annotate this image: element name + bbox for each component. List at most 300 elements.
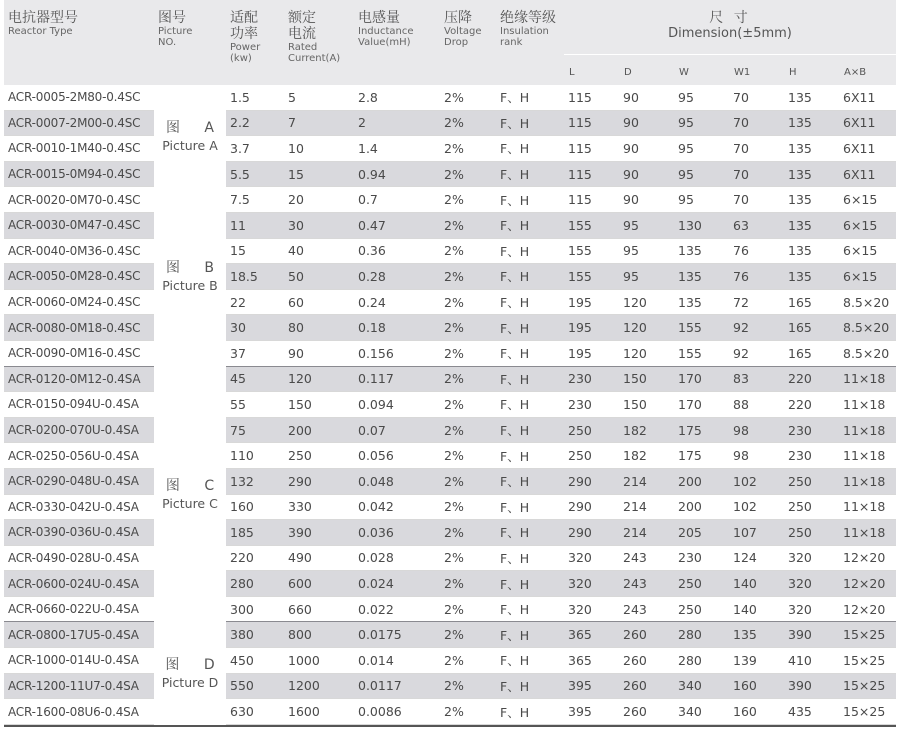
cell-rated-current: 40 xyxy=(284,238,354,264)
cell-dim-d: 120 xyxy=(619,340,674,366)
cell-dim-h: 165 xyxy=(784,315,839,341)
picture-group-label xyxy=(154,366,226,622)
reactor-spec-table-container xyxy=(4,0,896,727)
cell-voltage-drop: 2% xyxy=(440,545,496,571)
cell-dim-w: 130 xyxy=(674,212,729,238)
cell-rated-current: 200 xyxy=(284,417,354,443)
cell-insulation: F、H xyxy=(496,161,564,187)
cell-dim-axb: 6×15 xyxy=(839,212,896,238)
cell-dim-h: 135 xyxy=(784,136,839,162)
cell-dim-d: 95 xyxy=(619,212,674,238)
header-power-en2: (kw) xyxy=(230,53,252,64)
cell-dim-w: 95 xyxy=(674,161,729,187)
header-dim-h: H xyxy=(784,55,839,86)
cell-dim-axb: 12×20 xyxy=(839,545,896,571)
cell-dim-h: 390 xyxy=(784,622,839,648)
cell-dim-d: 260 xyxy=(619,673,674,699)
cell-dim-l: 115 xyxy=(564,161,619,187)
cell-dim-axb: 8.5×20 xyxy=(839,315,896,341)
cell-dim-l: 320 xyxy=(564,596,619,622)
table-row xyxy=(4,315,896,341)
cell-dim-w: 135 xyxy=(674,238,729,264)
cell-dim-h: 435 xyxy=(784,699,839,725)
cell-power: 22 xyxy=(226,289,284,315)
cell-voltage-drop: 2% xyxy=(440,648,496,674)
header-insulation xyxy=(496,0,564,85)
cell-power: 3.7 xyxy=(226,136,284,162)
cell-rated-current: 10 xyxy=(284,136,354,162)
cell-dim-w1: 139 xyxy=(729,648,784,674)
cell-dim-w: 155 xyxy=(674,340,729,366)
cell-rated-current: 290 xyxy=(284,468,354,494)
cell-reactor-type: ACR-0290-048U-0.4SA xyxy=(4,468,154,494)
cell-dim-w: 135 xyxy=(674,264,729,290)
cell-dim-d: 243 xyxy=(619,545,674,571)
cell-inductance: 0.18 xyxy=(354,315,440,341)
cell-dim-h: 135 xyxy=(784,187,839,213)
cell-insulation: F、H xyxy=(496,648,564,674)
cell-inductance: 0.0175 xyxy=(354,622,440,648)
cell-insulation: F、H xyxy=(496,596,564,622)
table-row xyxy=(4,392,896,418)
header-rated-current xyxy=(284,0,354,85)
cell-dim-l: 230 xyxy=(564,392,619,418)
cell-dim-l: 155 xyxy=(564,238,619,264)
picture-group-en: Picture D xyxy=(161,675,219,691)
cell-dim-d: 90 xyxy=(619,110,674,136)
cell-insulation: F、H xyxy=(496,85,564,110)
cell-inductance: 0.022 xyxy=(354,596,440,622)
cell-power: 18.5 xyxy=(226,264,284,290)
cell-dim-w1: 102 xyxy=(729,494,784,520)
cell-insulation: F、H xyxy=(496,289,564,315)
cell-dim-axb: 8.5×20 xyxy=(839,340,896,366)
header-voltage-drop-cn: 压降 xyxy=(444,10,472,26)
cell-reactor-type: ACR-1200-11U7-0.4SA xyxy=(4,673,154,699)
cell-dim-d: 90 xyxy=(619,187,674,213)
cell-reactor-type: ACR-0150-094U-0.4SA xyxy=(4,392,154,418)
cell-dim-w1: 160 xyxy=(729,699,784,725)
cell-voltage-drop: 2% xyxy=(440,417,496,443)
header-dimension-cn: 尺 寸 xyxy=(709,10,751,26)
header-picture-no xyxy=(154,0,226,85)
cell-voltage-drop: 2% xyxy=(440,315,496,341)
cell-dim-axb: 15×25 xyxy=(839,699,896,725)
cell-power: 7.5 xyxy=(226,187,284,213)
cell-dim-w: 280 xyxy=(674,622,729,648)
cell-dim-axb: 11×18 xyxy=(839,443,896,469)
cell-power: 550 xyxy=(226,673,284,699)
cell-dim-d: 120 xyxy=(619,315,674,341)
cell-voltage-drop: 2% xyxy=(440,699,496,725)
cell-dim-h: 320 xyxy=(784,596,839,622)
cell-voltage-drop: 2% xyxy=(440,187,496,213)
cell-rated-current: 30 xyxy=(284,212,354,238)
cell-dim-w: 200 xyxy=(674,468,729,494)
cell-dim-h: 320 xyxy=(784,545,839,571)
table-row xyxy=(4,545,896,571)
table-row xyxy=(4,468,896,494)
header-power xyxy=(226,0,284,85)
cell-dim-w1: 140 xyxy=(729,596,784,622)
cell-dim-d: 214 xyxy=(619,468,674,494)
cell-dim-h: 250 xyxy=(784,520,839,546)
cell-dim-l: 395 xyxy=(564,699,619,725)
cell-voltage-drop: 2% xyxy=(440,571,496,597)
cell-dim-axb: 11×18 xyxy=(839,494,896,520)
cell-dim-l: 195 xyxy=(564,340,619,366)
cell-insulation: F、H xyxy=(496,622,564,648)
cell-dim-w1: 70 xyxy=(729,110,784,136)
header-dim-w: W xyxy=(674,55,729,86)
cell-dim-w1: 88 xyxy=(729,392,784,418)
cell-dim-l: 195 xyxy=(564,289,619,315)
header-picture-en1: Picture xyxy=(158,26,193,37)
cell-dim-w: 95 xyxy=(674,110,729,136)
cell-power: 220 xyxy=(226,545,284,571)
cell-inductance: 0.028 xyxy=(354,545,440,571)
cell-dim-w: 135 xyxy=(674,289,729,315)
cell-rated-current: 60 xyxy=(284,289,354,315)
header-insulation-en1: Insulation xyxy=(500,26,549,37)
picture-group-label xyxy=(154,187,226,366)
cell-voltage-drop: 2% xyxy=(440,468,496,494)
cell-dim-h: 135 xyxy=(784,85,839,110)
cell-reactor-type: ACR-0080-0M18-0.4SC xyxy=(4,315,154,341)
cell-reactor-type: ACR-0007-2M00-0.4SC xyxy=(4,110,154,136)
cell-voltage-drop: 2% xyxy=(440,340,496,366)
cell-reactor-type: ACR-1600-08U6-0.4SA xyxy=(4,699,154,725)
table-row xyxy=(4,622,896,648)
header-current-cn1: 额定 xyxy=(288,10,316,26)
cell-dim-l: 395 xyxy=(564,673,619,699)
cell-dim-h: 165 xyxy=(784,289,839,315)
cell-reactor-type: ACR-0020-0M70-0.4SC xyxy=(4,187,154,213)
table-row xyxy=(4,571,896,597)
header-reactor-type-cn: 电抗器型号 xyxy=(8,10,78,26)
cell-dim-w: 205 xyxy=(674,520,729,546)
cell-dim-w1: 70 xyxy=(729,187,784,213)
table-header xyxy=(4,0,896,85)
cell-reactor-type: ACR-0200-070U-0.4SA xyxy=(4,417,154,443)
table-row xyxy=(4,673,896,699)
cell-dim-h: 135 xyxy=(784,238,839,264)
header-dim-l: L xyxy=(564,55,619,86)
header-dim-d: D xyxy=(619,55,674,86)
cell-voltage-drop: 2% xyxy=(440,622,496,648)
cell-voltage-drop: 2% xyxy=(440,366,496,392)
cell-dim-d: 150 xyxy=(619,366,674,392)
header-current-en2: Current(A) xyxy=(288,53,341,64)
cell-dim-h: 135 xyxy=(784,212,839,238)
cell-dim-w1: 76 xyxy=(729,238,784,264)
cell-dim-l: 250 xyxy=(564,443,619,469)
cell-voltage-drop: 2% xyxy=(440,596,496,622)
header-inductance-en2: Value(mH) xyxy=(358,37,411,48)
cell-dim-l: 155 xyxy=(564,212,619,238)
cell-dim-w: 95 xyxy=(674,136,729,162)
cell-dim-w: 280 xyxy=(674,648,729,674)
cell-insulation: F、H xyxy=(496,315,564,341)
cell-rated-current: 7 xyxy=(284,110,354,136)
cell-power: 110 xyxy=(226,443,284,469)
cell-reactor-type: ACR-0050-0M28-0.4SC xyxy=(4,264,154,290)
cell-dim-w1: 124 xyxy=(729,545,784,571)
cell-dim-w1: 70 xyxy=(729,161,784,187)
table-row xyxy=(4,340,896,366)
cell-insulation: F、H xyxy=(496,187,564,213)
cell-dim-w: 340 xyxy=(674,699,729,725)
cell-power: 2.2 xyxy=(226,110,284,136)
cell-dim-axb: 11×18 xyxy=(839,417,896,443)
header-inductance-cn: 电感量 xyxy=(358,10,400,26)
cell-voltage-drop: 2% xyxy=(440,289,496,315)
cell-dim-d: 182 xyxy=(619,417,674,443)
cell-power: 1.5 xyxy=(226,85,284,110)
cell-inductance: 2 xyxy=(354,110,440,136)
cell-dim-d: 120 xyxy=(619,289,674,315)
cell-insulation: F、H xyxy=(496,340,564,366)
cell-power: 75 xyxy=(226,417,284,443)
cell-dim-l: 250 xyxy=(564,417,619,443)
cell-inductance: 0.36 xyxy=(354,238,440,264)
picture-group-cn: 图 C xyxy=(165,478,225,494)
cell-rated-current: 20 xyxy=(284,187,354,213)
header-inductance xyxy=(354,0,440,85)
cell-power: 280 xyxy=(226,571,284,597)
cell-reactor-type: ACR-0120-0M12-0.4SA xyxy=(4,366,154,392)
cell-dim-l: 115 xyxy=(564,110,619,136)
cell-dim-axb: 12×20 xyxy=(839,571,896,597)
header-voltage-drop-en2: Drop xyxy=(444,37,469,48)
cell-power: 5.5 xyxy=(226,161,284,187)
cell-dim-w: 95 xyxy=(674,85,729,110)
cell-reactor-type: ACR-0030-0M47-0.4SC xyxy=(4,212,154,238)
table-row xyxy=(4,85,896,110)
cell-dim-h: 135 xyxy=(784,110,839,136)
cell-insulation: F、H xyxy=(496,238,564,264)
cell-power: 185 xyxy=(226,520,284,546)
table-bottom-rule xyxy=(4,725,896,727)
cell-dim-l: 115 xyxy=(564,136,619,162)
cell-rated-current: 600 xyxy=(284,571,354,597)
header-reactor-type xyxy=(4,0,154,85)
table-row xyxy=(4,161,896,187)
cell-dim-h: 135 xyxy=(784,161,839,187)
cell-reactor-type: ACR-0490-028U-0.4SA xyxy=(4,545,154,571)
cell-rated-current: 1200 xyxy=(284,673,354,699)
cell-dim-h: 250 xyxy=(784,494,839,520)
cell-reactor-type: ACR-0010-1M40-0.4SC xyxy=(4,136,154,162)
cell-dim-h: 250 xyxy=(784,468,839,494)
table-row xyxy=(4,520,896,546)
cell-dim-w: 170 xyxy=(674,392,729,418)
cell-dim-w: 230 xyxy=(674,545,729,571)
cell-power: 450 xyxy=(226,648,284,674)
cell-insulation: F、H xyxy=(496,392,564,418)
cell-reactor-type: ACR-0660-022U-0.4SA xyxy=(4,596,154,622)
cell-reactor-type: ACR-0040-0M36-0.4SC xyxy=(4,238,154,264)
cell-inductance: 0.94 xyxy=(354,161,440,187)
cell-dim-axb: 12×20 xyxy=(839,596,896,622)
table-row xyxy=(4,648,896,674)
cell-dim-axb: 6X11 xyxy=(839,136,896,162)
picture-group-label xyxy=(154,622,226,724)
cell-dim-axb: 6×15 xyxy=(839,187,896,213)
cell-rated-current: 660 xyxy=(284,596,354,622)
cell-dim-l: 365 xyxy=(564,648,619,674)
cell-reactor-type: ACR-0005-2M80-0.4SC xyxy=(4,85,154,110)
cell-reactor-type: ACR-0060-0M24-0.4SC xyxy=(4,289,154,315)
header-current-en1: Rated xyxy=(288,42,318,53)
cell-inductance: 0.0117 xyxy=(354,673,440,699)
cell-insulation: F、H xyxy=(496,212,564,238)
cell-dim-h: 320 xyxy=(784,571,839,597)
cell-inductance: 0.156 xyxy=(354,340,440,366)
cell-rated-current: 1000 xyxy=(284,648,354,674)
cell-dim-w1: 135 xyxy=(729,622,784,648)
cell-rated-current: 800 xyxy=(284,622,354,648)
cell-reactor-type: ACR-0330-042U-0.4SA xyxy=(4,494,154,520)
cell-rated-current: 5 xyxy=(284,85,354,110)
cell-inductance: 0.47 xyxy=(354,212,440,238)
cell-dim-w1: 98 xyxy=(729,443,784,469)
cell-inductance: 0.0086 xyxy=(354,699,440,725)
cell-dim-axb: 11×18 xyxy=(839,392,896,418)
cell-dim-w: 170 xyxy=(674,366,729,392)
cell-power: 37 xyxy=(226,340,284,366)
cell-voltage-drop: 2% xyxy=(440,392,496,418)
cell-dim-axb: 8.5×20 xyxy=(839,289,896,315)
cell-dim-w: 200 xyxy=(674,494,729,520)
header-power-en1: Power xyxy=(230,42,261,53)
cell-inductance: 0.094 xyxy=(354,392,440,418)
cell-insulation: F、H xyxy=(496,417,564,443)
cell-voltage-drop: 2% xyxy=(440,85,496,110)
picture-group-cn: 图 D xyxy=(165,657,225,674)
cell-dim-axb: 11×18 xyxy=(839,520,896,546)
cell-rated-current: 50 xyxy=(284,264,354,290)
cell-inductance: 0.07 xyxy=(354,417,440,443)
cell-dim-w1: 83 xyxy=(729,366,784,392)
header-picture-cn: 图号 xyxy=(158,10,186,26)
cell-dim-h: 220 xyxy=(784,392,839,418)
header-reactor-type-en: Reactor Type xyxy=(8,26,73,37)
cell-rated-current: 390 xyxy=(284,520,354,546)
cell-voltage-drop: 2% xyxy=(440,136,496,162)
cell-dim-h: 410 xyxy=(784,648,839,674)
picture-group-en: Picture B xyxy=(162,278,218,294)
cell-dim-d: 214 xyxy=(619,520,674,546)
cell-inductance: 0.117 xyxy=(354,366,440,392)
cell-rated-current: 250 xyxy=(284,443,354,469)
cell-insulation: F、H xyxy=(496,443,564,469)
cell-insulation: F、H xyxy=(496,366,564,392)
cell-dim-d: 243 xyxy=(619,596,674,622)
cell-insulation: F、H xyxy=(496,264,564,290)
cell-dim-h: 390 xyxy=(784,673,839,699)
cell-dim-l: 320 xyxy=(564,571,619,597)
picture-group-en: Picture C xyxy=(162,496,218,511)
cell-dim-l: 320 xyxy=(564,545,619,571)
cell-dim-d: 90 xyxy=(619,161,674,187)
cell-inductance: 0.28 xyxy=(354,264,440,290)
table-row xyxy=(4,366,896,392)
table-row xyxy=(4,494,896,520)
header-insulation-en2: rank xyxy=(500,37,523,48)
cell-dim-h: 230 xyxy=(784,443,839,469)
cell-dim-d: 214 xyxy=(619,494,674,520)
cell-power: 55 xyxy=(226,392,284,418)
cell-power: 15 xyxy=(226,238,284,264)
cell-voltage-drop: 2% xyxy=(440,212,496,238)
cell-dim-d: 90 xyxy=(619,136,674,162)
cell-voltage-drop: 2% xyxy=(440,443,496,469)
header-dim-axb: A×B xyxy=(839,55,896,86)
header-dimension xyxy=(564,0,896,55)
cell-dim-w: 250 xyxy=(674,571,729,597)
cell-reactor-type: ACR-0090-0M16-0.4SC xyxy=(4,340,154,366)
cell-reactor-type: ACR-1000-014U-0.4SA xyxy=(4,648,154,674)
table-row xyxy=(4,212,896,238)
cell-inductance: 1.4 xyxy=(354,136,440,162)
cell-inductance: 0.048 xyxy=(354,468,440,494)
cell-dim-w: 175 xyxy=(674,443,729,469)
header-inductance-en1: Inductance xyxy=(358,26,414,37)
cell-dim-w1: 72 xyxy=(729,289,784,315)
table-row xyxy=(4,238,896,264)
cell-dim-axb: 11×18 xyxy=(839,366,896,392)
cell-dim-axb: 11×18 xyxy=(839,468,896,494)
cell-reactor-type: ACR-0250-056U-0.4SA xyxy=(4,443,154,469)
cell-inductance: 0.7 xyxy=(354,187,440,213)
cell-power: 300 xyxy=(226,596,284,622)
cell-rated-current: 330 xyxy=(284,494,354,520)
header-insulation-cn: 绝缘等级 xyxy=(500,10,556,26)
cell-dim-h: 230 xyxy=(784,417,839,443)
cell-insulation: F、H xyxy=(496,468,564,494)
cell-dim-axb: 6×15 xyxy=(839,264,896,290)
cell-insulation: F、H xyxy=(496,545,564,571)
cell-rated-current: 120 xyxy=(284,366,354,392)
cell-insulation: F、H xyxy=(496,110,564,136)
cell-inductance: 0.24 xyxy=(354,289,440,315)
cell-dim-d: 182 xyxy=(619,443,674,469)
table-row xyxy=(4,136,896,162)
cell-insulation: F、H xyxy=(496,699,564,725)
cell-dim-d: 95 xyxy=(619,238,674,264)
cell-dim-w1: 160 xyxy=(729,673,784,699)
table-row xyxy=(4,110,896,136)
table-row xyxy=(4,443,896,469)
header-dimension-en: Dimension(±5mm) xyxy=(668,26,792,41)
table-row xyxy=(4,264,896,290)
cell-dim-h: 165 xyxy=(784,340,839,366)
cell-dim-w1: 102 xyxy=(729,468,784,494)
cell-dim-axb: 15×25 xyxy=(839,622,896,648)
cell-dim-w1: 70 xyxy=(729,85,784,110)
cell-dim-l: 115 xyxy=(564,85,619,110)
cell-insulation: F、H xyxy=(496,673,564,699)
cell-dim-w1: 70 xyxy=(729,136,784,162)
cell-dim-axb: 6X11 xyxy=(839,161,896,187)
header-current-cn2: 电流 xyxy=(288,26,316,42)
cell-inductance: 0.014 xyxy=(354,648,440,674)
cell-power: 30 xyxy=(226,315,284,341)
cell-dim-w1: 63 xyxy=(729,212,784,238)
table-row xyxy=(4,699,896,725)
cell-rated-current: 15 xyxy=(284,161,354,187)
